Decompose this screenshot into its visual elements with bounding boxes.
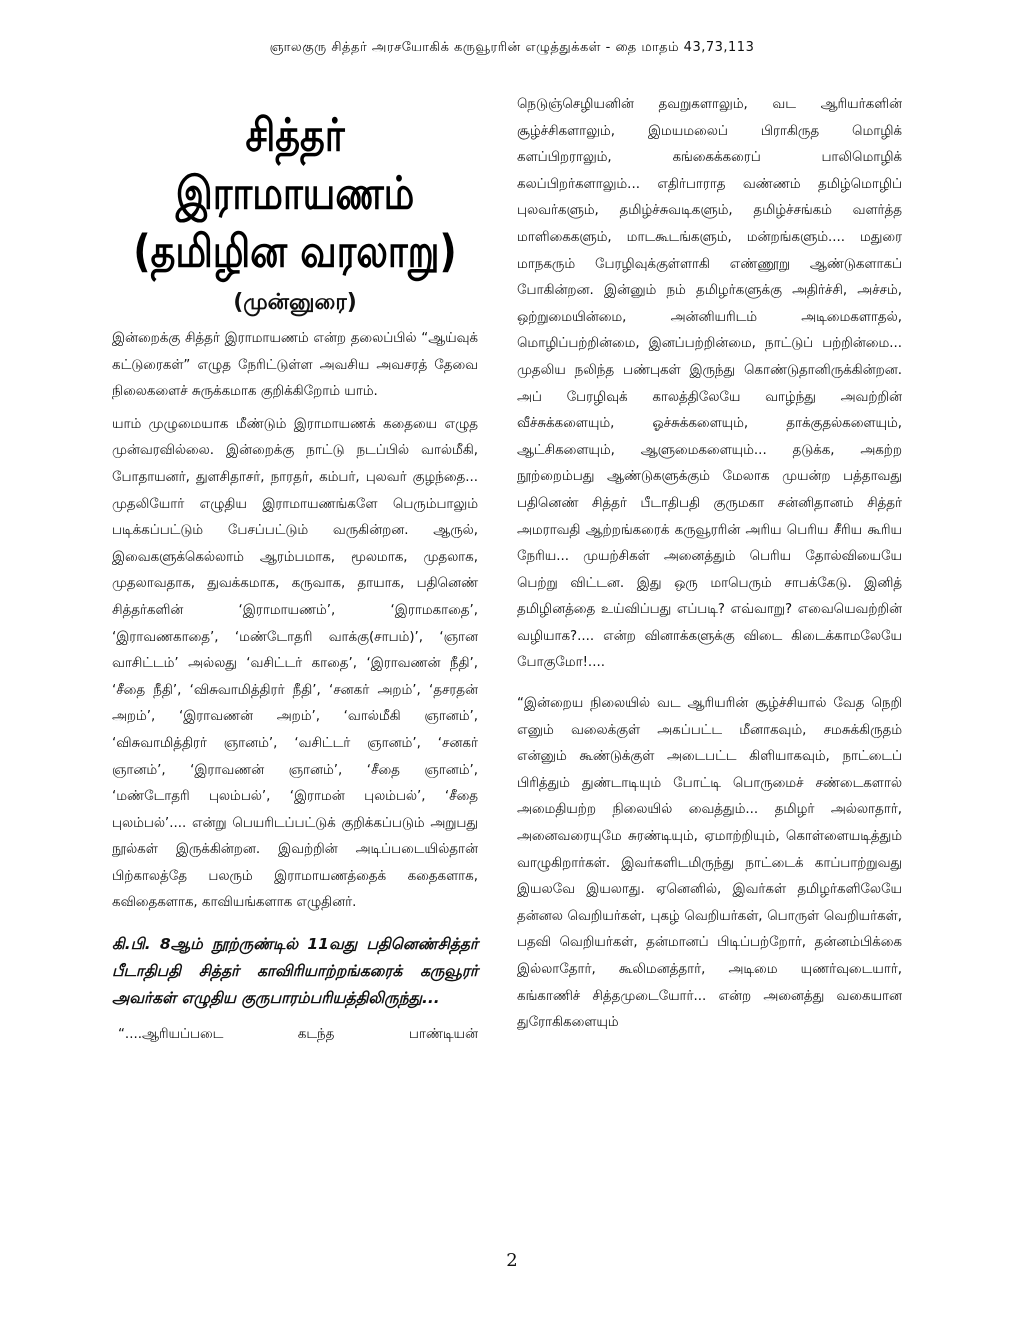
quote-heading: கி.பி. 8ஆம் நூற்ருண்டில் 11வது பதினெண்சித்தர் பீடாதிபதி சித்தர் காவிரியாற்றங்கரைக் கருவூரர் அவர்கள் எழுதிய குருபாரம்பரியத்திலிருந்து... — [112, 935, 478, 1008]
right-paragraph-1: நெடுஞ்செழியனின் தவறுகளாலும், வட ஆரியர்களின் சூழ்ச்சிகளாலும், இமயமலைப் பிராகிருத மொழிக் களப்பிறராலும், கங்கைக்கரைப் பாலிமொழிக் கலப்பிறர்களாலும்... எதிர்பாராத வண்ணம் தமிழ்மொழிப் புலவர்களும், தமிழ்ச்சுவடிகளும், தமிழ்ச்சங்கம் வளர்த்த மாளிகைகளும், மாடகூடங்களும், மன்றங்களும்.... மதுரை மாநகரும் பேரழிவுக்குள்ளாகி எண்ணூறு ஆண்டுகளாகப் போகின்றன. இன்னும் நம் தமிழர்களுக்கு அதிர்ச்சி, அச்சம், ஒற்றுமையின்மை, அன்னியரிடம் அடிமைகளாதல், மொழிப்பற்றின்மை, இனப்பற்றின்மை, நாட்டுப் பற்றின்மை... முதலிய நலிந்த பண்புகள் இருந்து கொண்டுதானிருக்கின்றன. அப் பேரழிவுக் காலத்திலேயே வாழ்ந்து அவற்றின் வீச்சுக்களையும், ஓச்சுக்களையும், தாக்குதல்களையும், ஆட்சிகளையும், ஆளுமைகளையும்... தடுக்க, அகற்ற நூற்றைம்பது ஆண்டுகளுக்கும் மேலாக முயன்ற பத்தாவது பதினெண் சித்தர் பீடாதிபதி குருமகா சன்னிதானம் சித்தர் அமராவதி ஆற்றங்கரைக் கருவூரரின் அரிய பெரிய சீரிய கூரிய நேரிய... முயற்சிகள் அனைத்தும் பெரிய தோல்வியையே பெற்று விட்டன. இது ஒரு மாபெரும் சாபக்கேடு. இனித் தமிழினத்தை உய்விப்பது எப்படி? எவ்வாறு? எவையெவற்றின் வழியாக?.... என்ற வினாக்களுக்கு விடை கிடைக்காமலேயே போகுமோ!.... — [517, 97, 902, 671]
article-title — [112, 106, 478, 320]
left-paragraph-1: இன்றைக்கு சித்தர் இராமாயணம் என்ற தலைப்பில் “ஆய்வுக் கட்டுரைகள்” எழுத நேரிட்டுள்ள அவசிய அவசரத் தேவை நிலைகளைச் சுருக்கமாக குறிக்கிறோம் யாம். — [112, 331, 478, 400]
title-line-3: (தமிழின வரலாறு) — [133, 225, 457, 277]
title-line-2: இராமாயணம் — [175, 167, 415, 219]
left-column — [112, 92, 478, 1062]
running-header: ஞாலகுரு சித்தர் அரசயோகிக் கருவூரரின் எழுத்துக்கள் - தை மாதம் 43,73,113 — [269, 40, 755, 55]
article-subtitle: (முன்னுரை) — [233, 290, 357, 315]
left-paragraph-2: யாம் முழுமையாக மீண்டும் இராமாயணக் கதையை எழுத முன்வரவில்லை. இன்றைக்கு நாட்டு நடப்பில் வால்மீகி, போதாயனர், துளசிதாசர், நாரதர், கம்பர், புலவர் குழந்தை... முதலியோர் எழுதிய இராமாயணங்களே பெரும்பாலும் படிக்கப்பட்டும் பேசப்பட்டும் வருகின்றன. ஆருல், இவைகளுக்கெல்லாம் ஆரம்பமாக, மூலமாக, முதலாக, முதலாவதாக, துவக்கமாக, கருவாக, தாயாக, பதினெண் சித்தர்களின் ‘இராமாயணம்’, ‘இராமகாதை’, ‘இராவணகாதை’, ‘மண்டோதரி வாக்கு(சாபம்)’, ‘ஞான வாசிட்டம்’ அல்லது ‘வசிட்டர் காதை’, ‘இராவணன் நீதி’, ‘சீதை நீதி’, ‘விசுவாமித்திரர் நீதி’, ‘சனகர் அறம்’, ‘தசரதன் அறம்’, ‘இராவணன் அறம்’, ‘வால்மீகி ஞானம்’, ‘விசுவாமித்திரர் ஞானம்’, ‘வசிட்டர் ஞானம்’, ‘சனகர் ஞானம்’, ‘இராவணன் ஞானம்’, ‘சீதை ஞானம்’, ‘மண்டோதரி புலம்பல்’, ‘இராமன் புலம்பல்’, ‘சீதை புலம்பல்’.... என்று பெயரிடப்பட்டுக் குறிக்கப்படும் அறுபது நூல்கள் இருக்கின்றன. இவற்றின் அடிப்படையில்தான் பிற்காலத்தே பலரும் இராமாயணத்தைக் கதைகளாக, கவிதைகளாக, காவியங்களாக எழுதினர். — [112, 416, 478, 911]
right-paragraph-2: “இன்றைய நிலையில் வட ஆரியரின் சூழ்ச்சியால் வேத நெறி எனும் வலைக்குள் அகப்பட்ட மீனாகவும், சமசுக்கிருதம் என்னும் கூண்டுக்குள் அடைபட்ட கிளியாகவும், நாட்டைப் பிரித்தும் துண்டாடியும் போட்டி பொருமைச் சண்டைகளால் அமைதியற்ற நிலையில் வைத்தும்... தமிழர் அல்லாதார், அனைவரையுமே சுரண்டியும், ஏமாற்றியும், கொள்ளையடித்தும் வாழுகிறார்கள். இவர்களிடமிருந்து நாட்டைக் காப்பாற்றுவது இயலவே இயலாது. ஏனெனில், இவர்கள் தமிழர்களிலேயே தன்னல வெறியர்கள், புகழ் வெறியர்கள், பொருள் வெறியர்கள், பதவி வெறியர்கள், தன்மானப் பிடிப்பற்றோர், தன்னம்பிக்கை இல்லாதோர், கூலிமனத்தார், அடிமை யுணர்வுடையார், கங்காணிச் சித்தமுடையோர்... என்ற அனைத்து வகையான துரோகிகளையும் — [517, 696, 902, 1031]
quote-opening-line: “....ஆரியப்படை கடந்த பாண்டியன் — [118, 1027, 478, 1043]
title-line-1: சித்தர் — [245, 109, 345, 161]
page-number: 2 — [506, 1250, 518, 1271]
right-column — [517, 92, 902, 1037]
